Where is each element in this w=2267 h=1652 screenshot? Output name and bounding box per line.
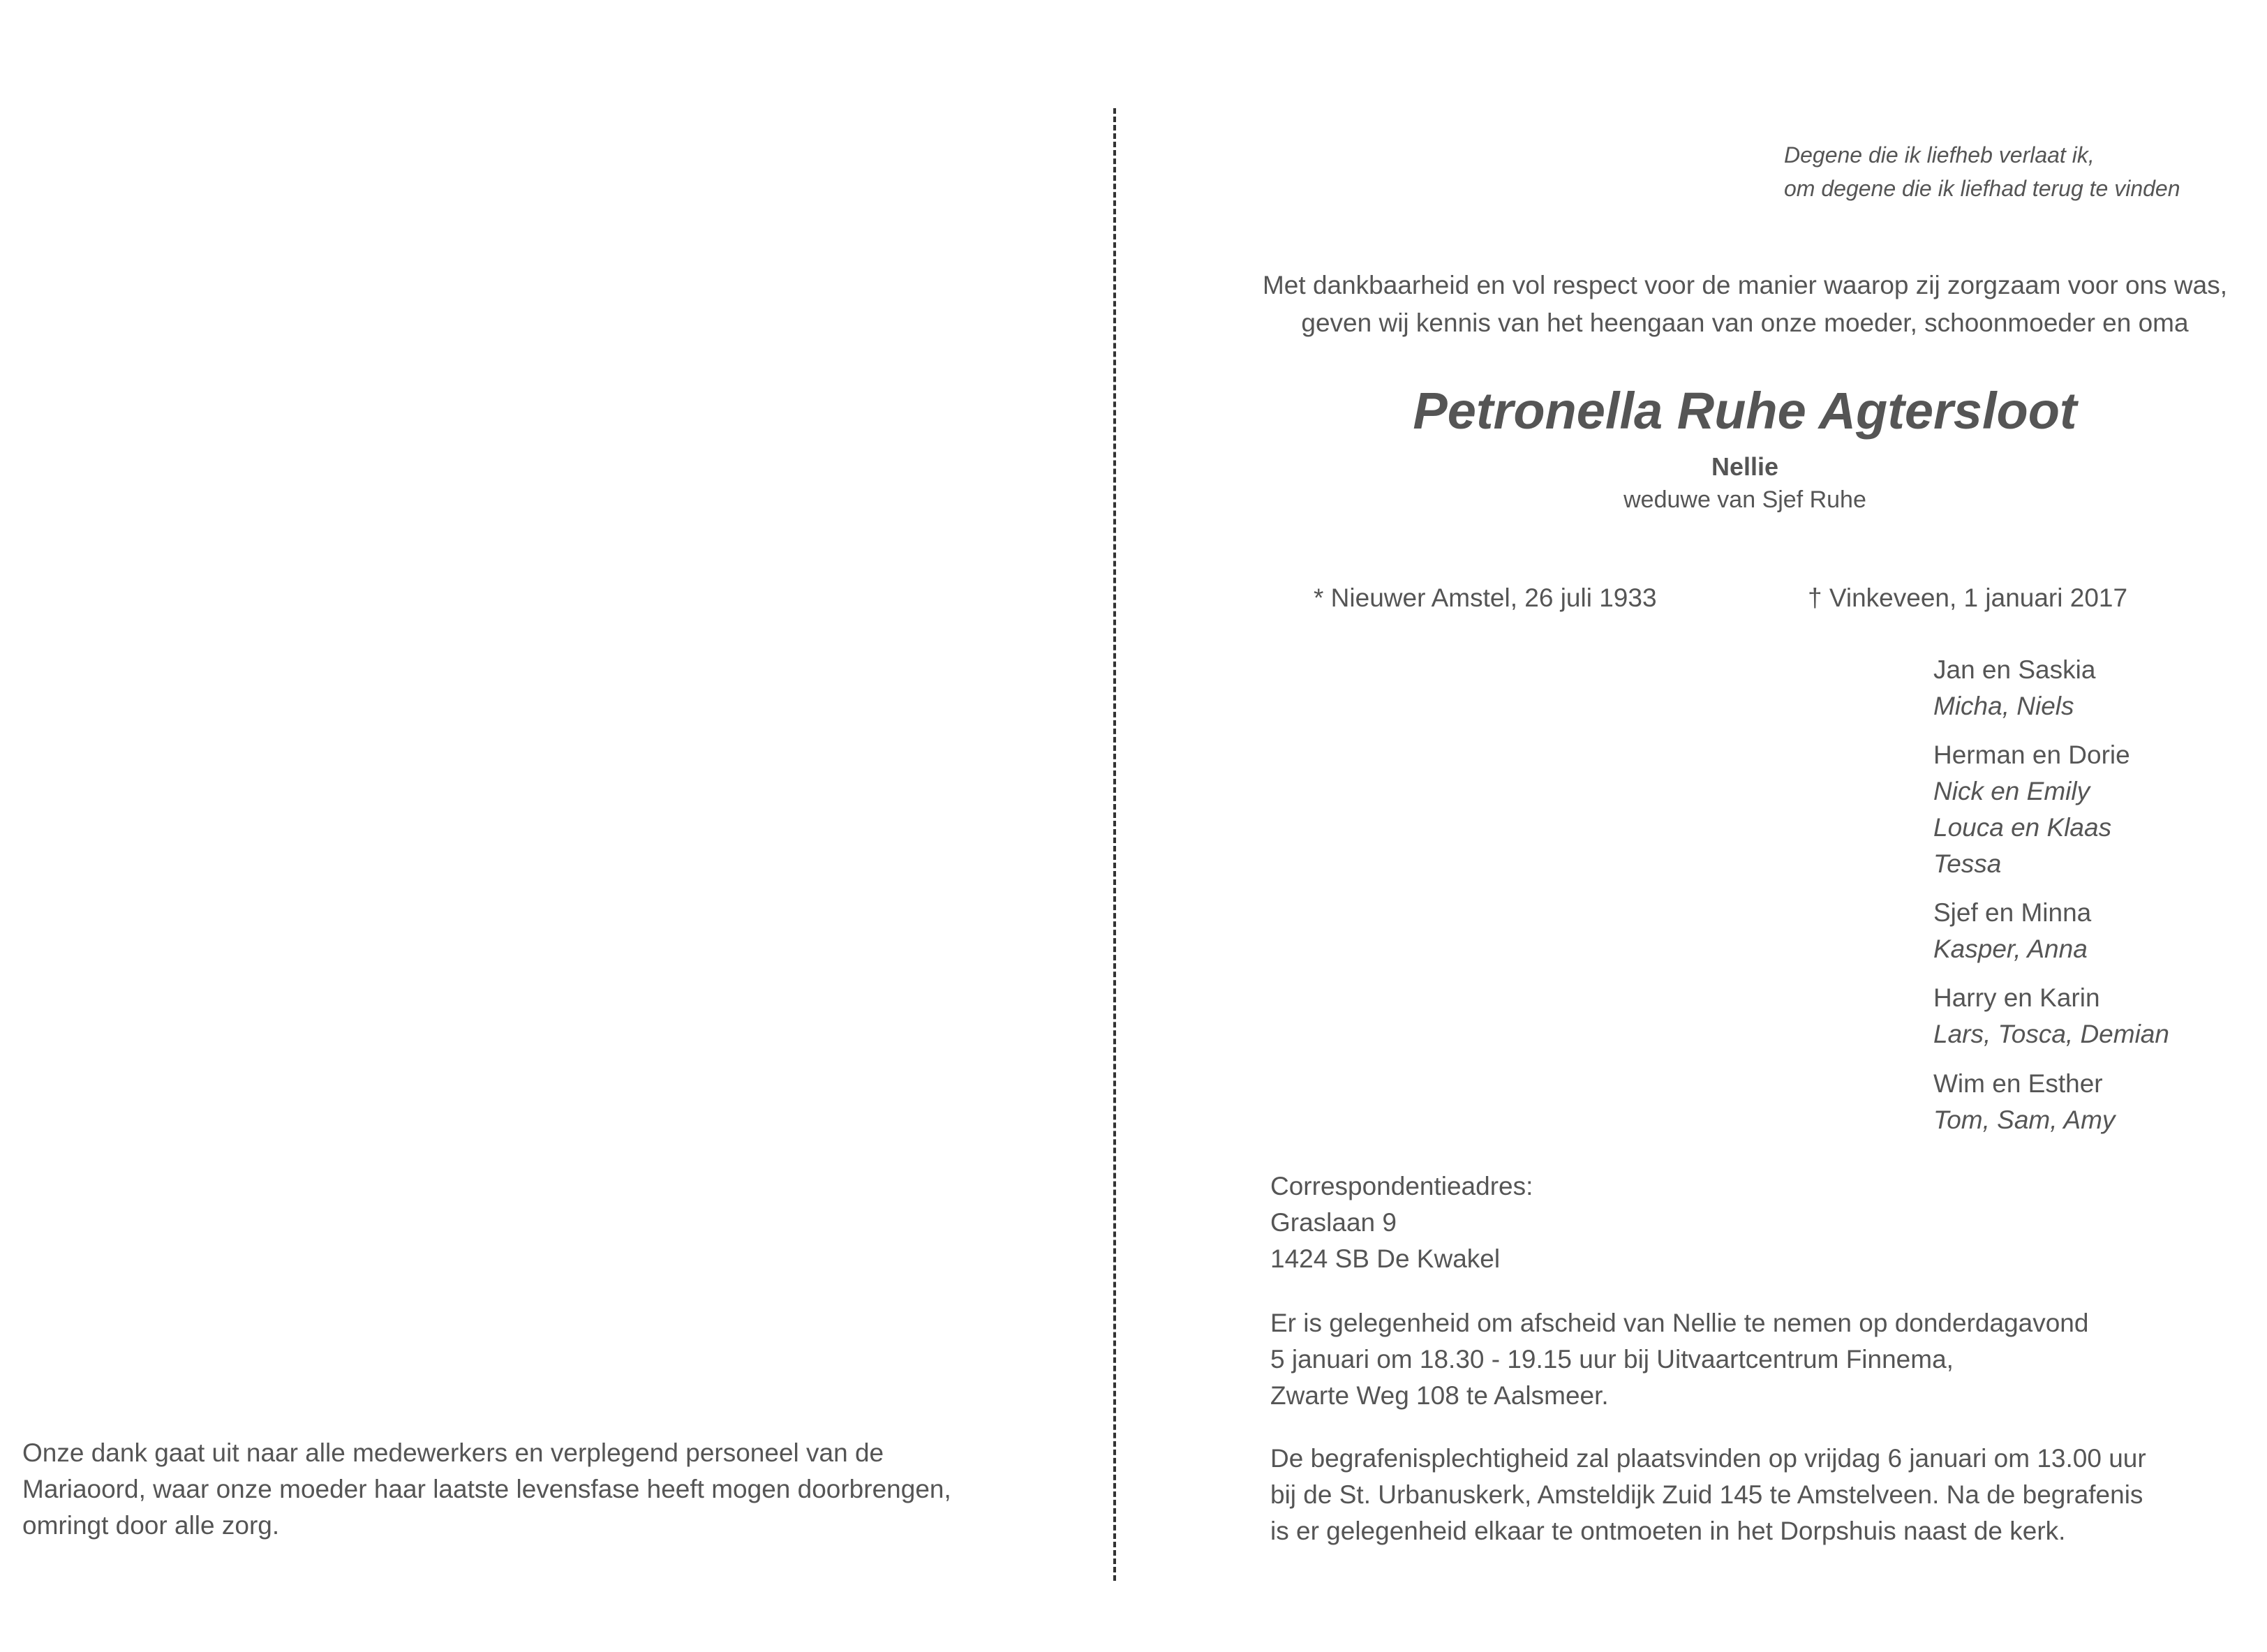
death-info: † Vinkeveen, 1 januari 2017: [1808, 583, 2128, 612]
address-street: Graslaan 9: [1270, 1208, 1397, 1237]
thanks-line-2: Mariaoord, waar onze moeder haar laatste levensfase heeft mogen doorbrengen,: [22, 1475, 951, 1503]
thanks-line-1: Onze dank gaat uit naar alle medewerkers en verplegend personeel van de: [22, 1438, 884, 1467]
funeral-line-1: De begrafenisplechtigheid zal plaatsvinden op vrijdag 6 januari om 13.00 uur: [1270, 1444, 2146, 1473]
address-city: 1424 SB De Kwakel: [1270, 1244, 1501, 1273]
family-couple: Wim en Esther: [1933, 1069, 2103, 1098]
family-couple: Sjef en Minna: [1933, 898, 2092, 927]
family-group: [1933, 737, 2130, 882]
poem-quote: [1784, 138, 2180, 205]
farewell-line-3: Zwarte Weg 108 te Aalsmeer.: [1270, 1381, 1609, 1410]
family-group: [1933, 980, 2169, 1052]
family-children: Micha, Niels: [1933, 692, 2074, 720]
family-children: Kasper, Anna: [1933, 935, 2088, 963]
announcement-intro: [1214, 267, 2267, 342]
farewell-info: [1270, 1305, 2088, 1414]
farewell-line-1: Er is gelegenheid om afscheid van Nellie te nemen op donderdagavond: [1270, 1309, 2089, 1337]
family-couple: Jan en Saskia: [1933, 655, 2096, 684]
deceased-name: Petronella Ruhe Agtersloot: [1413, 382, 2077, 440]
family-group: [1933, 652, 2095, 724]
family-children: Tom, Sam, Amy: [1933, 1106, 2116, 1134]
funeral-line-3: is er gelegenheid elkaar te ontmoeten in het Dorpshuis naast de kerk.: [1270, 1517, 2066, 1545]
family-group: [1933, 1066, 2115, 1138]
family-children: Louca en Klaas: [1933, 813, 2112, 842]
poem-line-1: Degene die ik liefheb verlaat ik,: [1784, 142, 2095, 168]
intro-line-2: geven wij kennis van het heengaan van onze moeder, schoonmoeder en oma: [1301, 308, 2189, 337]
intro-line-1: Met dankbaarheid en vol respect voor de manier waarop zij zorgzaam voor ons was,: [1262, 271, 2228, 299]
funeral-line-2: bij de St. Urbanuskerk, Amsteldijk Zuid 145 te Amstelveen. Na de begrafenis: [1270, 1480, 2143, 1509]
widow-of: weduwe van Sjef Ruhe: [1623, 486, 1866, 513]
birth-info: * Nieuwer Amstel, 26 juli 1933: [1314, 583, 1657, 612]
fold-line: [1113, 108, 1116, 1581]
family-children: Tessa: [1933, 849, 2002, 878]
family-children: Nick en Emily: [1933, 777, 2090, 805]
deceased-nickname: Nellie: [1711, 452, 1779, 481]
family-couple: Harry en Karin: [1933, 983, 2100, 1012]
thanks-text: [22, 1435, 951, 1544]
farewell-line-2: 5 januari om 18.30 - 19.15 uur bij Uitvaartcentrum Finnema,: [1270, 1345, 1954, 1374]
family-couple: Herman en Dorie: [1933, 741, 2130, 769]
address-label: Correspondentieadres:: [1270, 1172, 1533, 1200]
thanks-line-3: omringt door alle zorg.: [22, 1511, 280, 1540]
funeral-info: [1270, 1441, 2146, 1549]
correspondence-address: [1270, 1168, 1533, 1277]
family-group: [1933, 895, 2091, 967]
poem-line-2: om degene die ik liefhad terug te vinden: [1784, 176, 2180, 201]
family-children: Lars, Tosca, Demian: [1933, 1020, 2169, 1048]
